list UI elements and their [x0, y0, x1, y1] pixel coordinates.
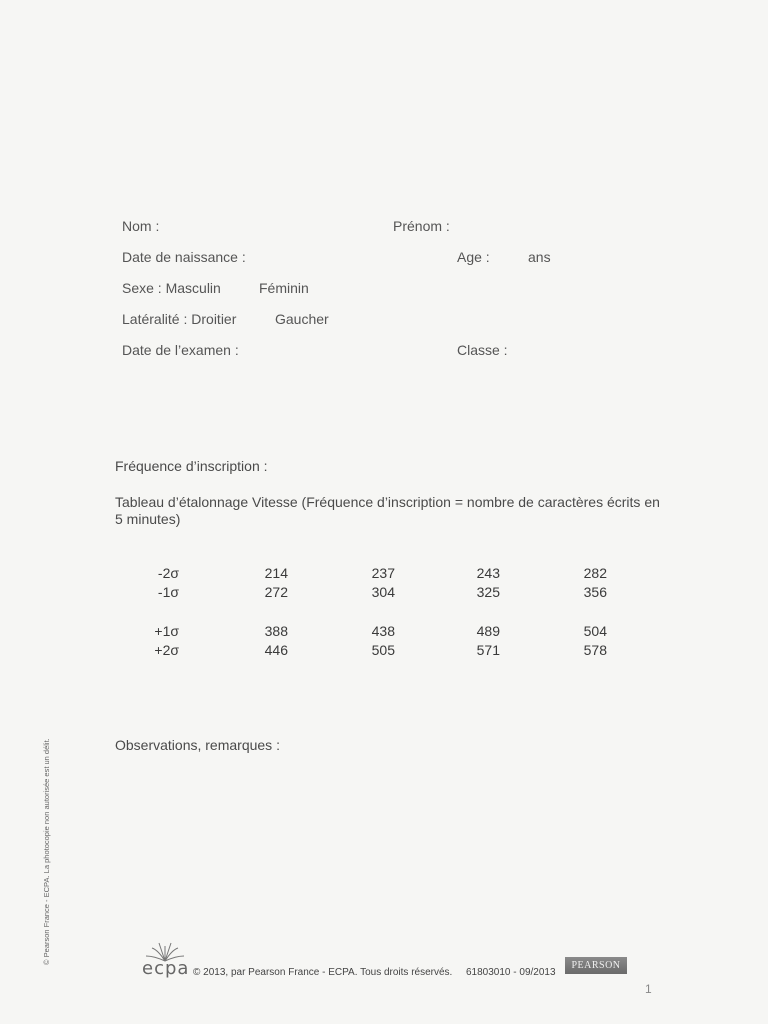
table-cell: 571 [476, 642, 500, 658]
sigma-label: -2σ [157, 565, 179, 581]
observations-heading: Observations, remarques : [115, 737, 280, 753]
lateralite-gaucher: Gaucher [275, 311, 329, 327]
table-cell: 438 [371, 623, 395, 639]
table-cell: 446 [264, 642, 288, 658]
table-cell: 505 [371, 642, 395, 658]
lateralite-label: Latéralité : Droitier [122, 311, 237, 327]
copyright-side-note: © Pearson France - ECPA. La photocopie non autorisée est un délit. [42, 738, 51, 965]
footer-code: 61803010 - 09/2013 [466, 967, 556, 978]
table-cell: 237 [371, 565, 395, 581]
sexe-label: Sexe : Masculin [122, 280, 221, 296]
table-cell: 325 [476, 584, 500, 600]
frequence-description: Tableau d’étalonnage Vitesse (Fréquence d’inscription = nombre de caractères écrits en 5 minutes) [115, 494, 660, 527]
page-number: 1 [645, 982, 652, 996]
table-cell: 282 [583, 565, 607, 581]
table-cell: 504 [583, 623, 607, 639]
table-cell: 214 [264, 565, 288, 581]
table-cell: 578 [583, 642, 607, 658]
nom-label: Nom : [122, 218, 160, 234]
sexe-feminin: Féminin [259, 280, 309, 296]
frequence-heading: Fréquence d’inscription : [115, 458, 268, 474]
footer-copyright: © 2013, par Pearson France - ECPA. Tous droits réservés. [193, 967, 453, 978]
sigma-label: +1σ [154, 623, 179, 639]
date-examen-label: Date de l’examen : [122, 342, 239, 358]
sigma-label: +2σ [154, 642, 179, 658]
age-label: Age : [457, 249, 490, 265]
sigma-label: -1σ [157, 584, 179, 600]
ecpa-logo-text: ecpa [142, 958, 190, 979]
table-cell: 489 [476, 623, 500, 639]
table-cell: 356 [583, 584, 607, 600]
table-cell: 272 [264, 584, 288, 600]
table-cell: 243 [476, 565, 500, 581]
age-unit: ans [528, 249, 551, 265]
classe-label: Classe : [457, 342, 508, 358]
ecpa-logo [140, 940, 190, 980]
date-naissance-label: Date de naissance : [122, 249, 246, 265]
pearson-logo: PEARSON [565, 957, 627, 974]
prenom-label: Prénom : [393, 218, 450, 234]
table-cell: 388 [264, 623, 288, 639]
table-cell: 304 [371, 584, 395, 600]
